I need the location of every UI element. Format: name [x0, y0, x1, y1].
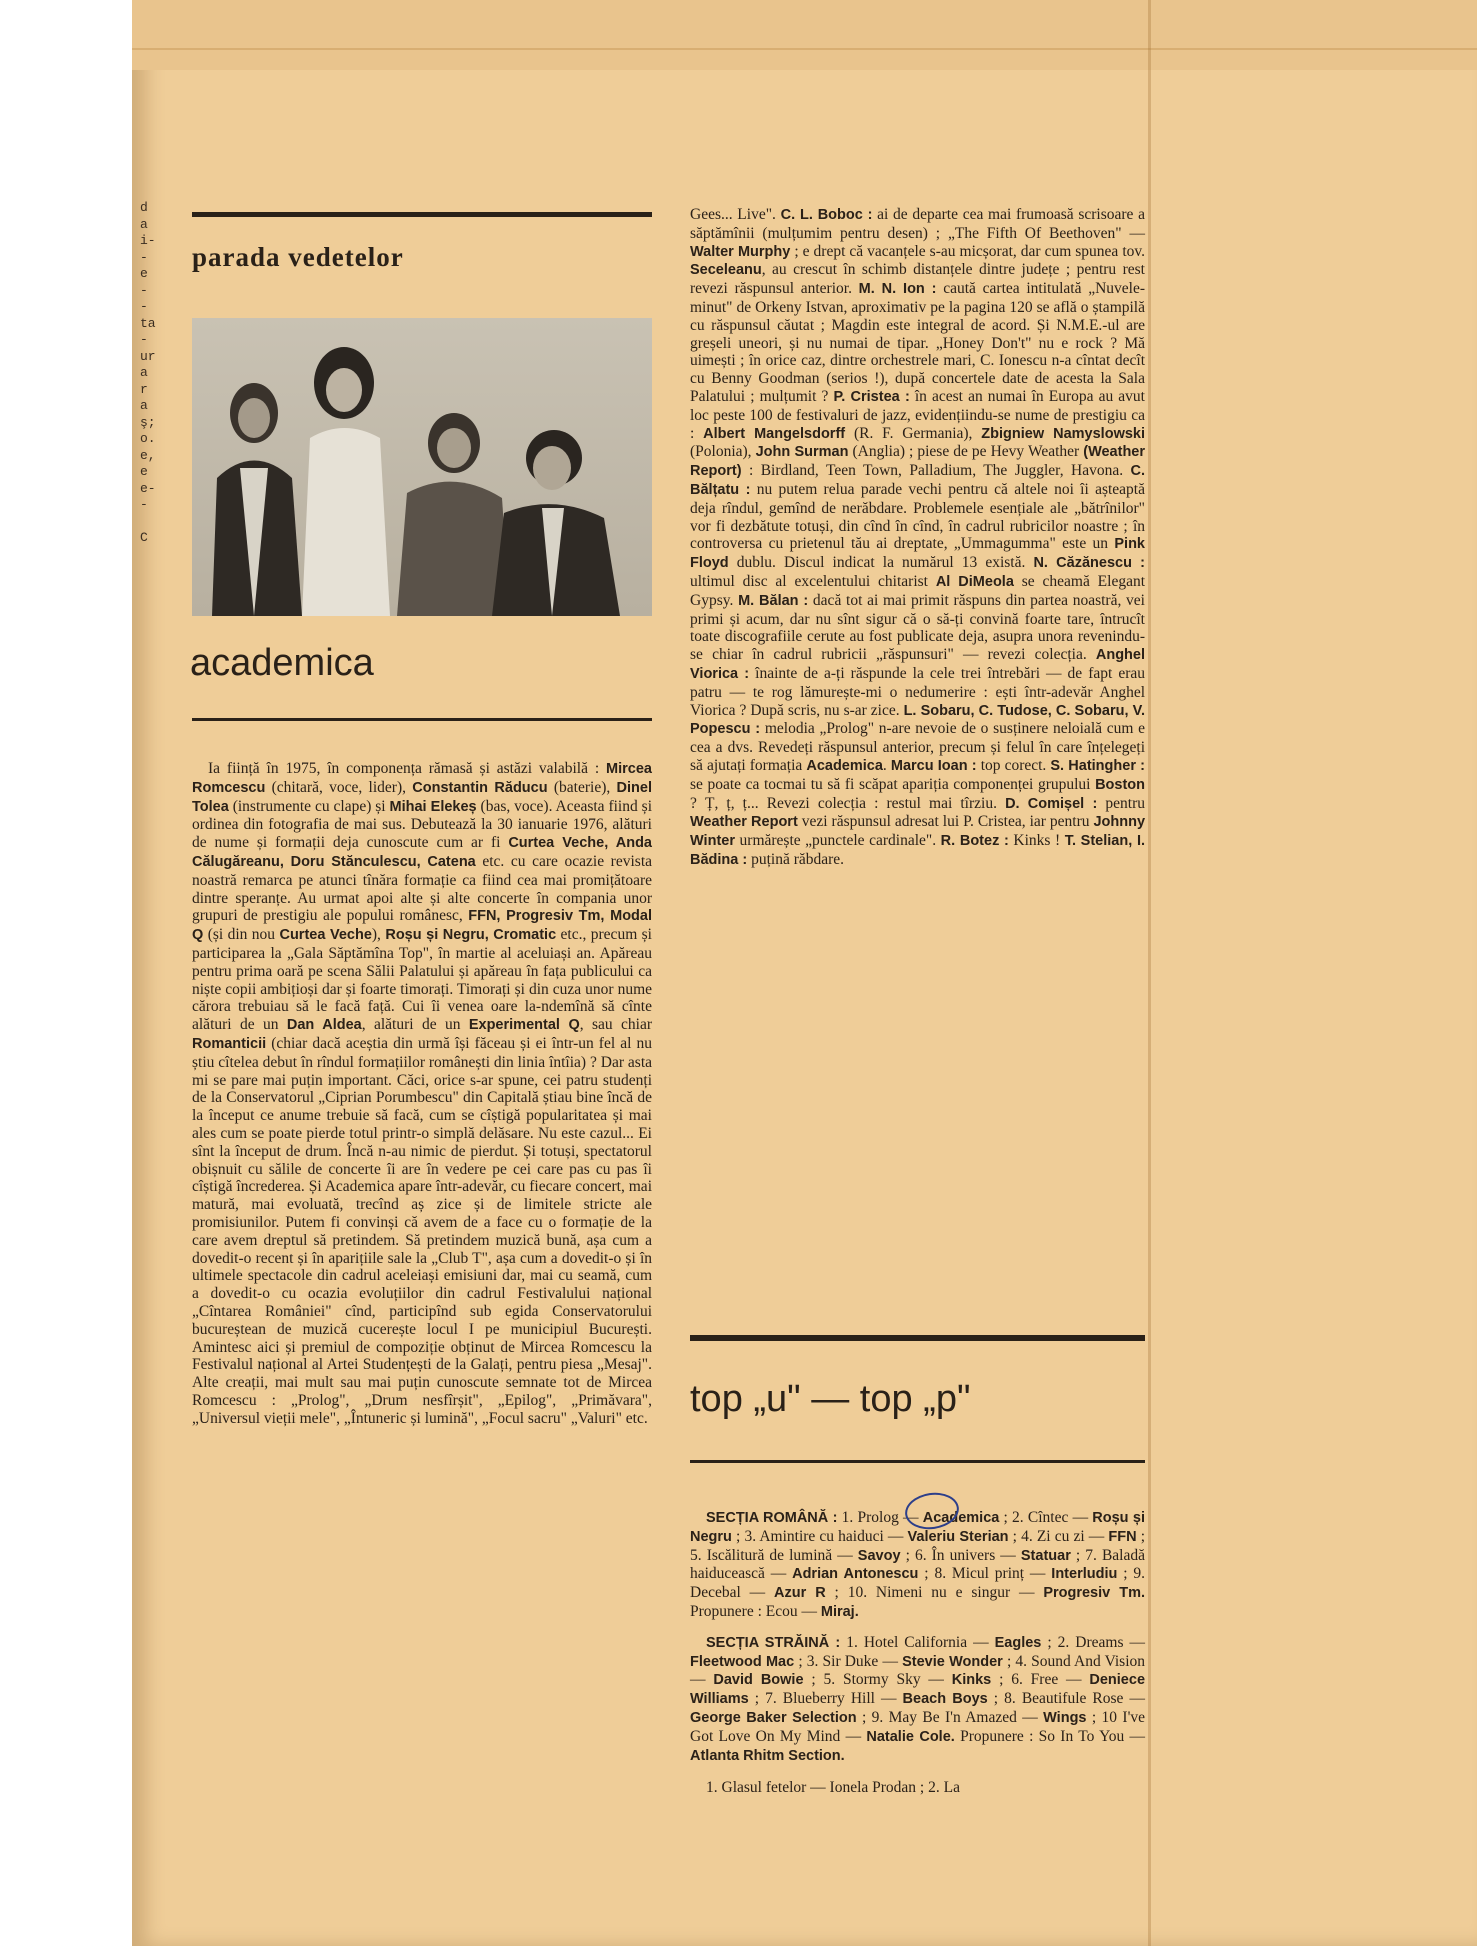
text-run: caută cartea intitulată „Nuvele-minut" de Orkeny Istvan, aproximativ pe la pagina 120 se află o ștampilă cu răspunsul căutat ; Magdin este integral de acord. Și N.M.E.-ul are greșeli uneori, și nu numai de tipar. „Honey Don't" nu e rock ? Mă uimești ; în orice caz, dintre orchestrele mari, C. Ionescu n-a cîntat decît cu Benny Goodman (serios !), după concertele date de acesta la Sala Palatului ; mulțumit ?	[690, 280, 1145, 405]
text-run: ; 10. Nimeni nu e singur —	[825, 1584, 1044, 1602]
highlighted-name: C. Bălțatu :	[690, 463, 1145, 498]
text-run: se cheamă Elegant Gypsy.	[690, 572, 1146, 609]
edge-char: e,	[140, 447, 156, 463]
edge-char: -	[140, 249, 148, 265]
highlighted-name: Mircea Romcescu	[192, 761, 652, 796]
highlighted-name: Curtea Veche, Anda Călugăreanu, Doru Stănculescu, Catena	[192, 835, 652, 870]
edge-char	[140, 563, 158, 580]
text-run: puțină răbdare.	[747, 850, 845, 868]
text-run: ; e drept că vacanțele s-au micșorat, dar cum spunea tov.	[790, 242, 1145, 260]
highlighted-name: Zbigniew Namyslowski	[981, 425, 1146, 442]
top-title-rule	[690, 1460, 1145, 1463]
text-run: ; 5. Stormy Sky —	[803, 1671, 952, 1689]
highlighted-name: D. Comișel :	[1005, 795, 1098, 812]
edge-char: e	[140, 266, 148, 281]
highlighted-name: Walter Murphy	[690, 243, 791, 260]
highlighted-name: Eagles	[994, 1634, 1042, 1651]
highlighted-name: S. Hatingher :	[1050, 757, 1146, 774]
text-run: ; 9. May Be I'n Amazed —	[856, 1708, 1044, 1726]
highlighted-name: Seceleanu	[690, 262, 762, 279]
text-run: etc., precum și participarea la „Gala Săptămîna Top", în martie al aceluiași an. Apăreau pentru prima oară pe scena Sălii Palatului și apăreau în fața publicului ca niște copii ambițioși dar și foarte timorați. Timorați și din cuza unor nume cărora trebuiau să le facă față. Cui îi venea oare la-ndemînă să cînte alături de un	[192, 926, 652, 1034]
highlighted-name: Curtea Veche	[279, 927, 372, 944]
text-run: ; 10 I've Got Love On My Mind —	[690, 1708, 1146, 1745]
highlighted-name: P. Cristea :	[833, 388, 910, 405]
text-run: Propunere : So In To You —	[954, 1727, 1145, 1745]
text-run: ; 7. Baladă haiducească —	[690, 1546, 1145, 1583]
text-run: ; 6. Free —	[991, 1671, 1090, 1689]
edge-char: e	[140, 464, 148, 479]
edge-char: -	[140, 497, 148, 512]
text-run: pentru	[1097, 794, 1145, 812]
highlighted-name: C. L. Boboc :	[780, 207, 873, 223]
highlighted-name: Adrian Antonescu	[792, 1566, 919, 1583]
text-run: .	[882, 756, 891, 774]
text-run: Kinks !	[1008, 832, 1065, 850]
edge-char: a	[140, 398, 148, 413]
highlighted-name: Beach Boys	[902, 1691, 988, 1708]
text-run: (și din nou	[203, 926, 280, 944]
text-run: etc. cu care ocazie revista noastră remarca pe atunci tînăra formație ca fiind cea mai promițătoare dintre speranțe. Au urmat apoi alte și alte concerte în compania unor grupuri de prestigiu ale popului românesc,	[192, 852, 652, 925]
top-section-title: top „u" — top „p"	[690, 1378, 971, 1420]
highlighted-name: M. N. Ion :	[858, 281, 937, 298]
highlighted-name: Progresiv Tm.	[1043, 1585, 1145, 1602]
highlighted-name: FFN, Progresiv Tm, Modal Q	[192, 908, 653, 944]
text-run: ; 4. Zi cu zi —	[1008, 1527, 1109, 1545]
text-run: dublu. Discul indicat la numărul 13 există.	[728, 554, 1034, 572]
text-run: înainte de a-ți răspunde la cele trei întrebări — de fapt erau patru — te rog lămurește-mi o nedumerire : ești într-adevăr Anghel Viorica ? După scris, nu s-ar zice.	[690, 664, 1145, 719]
text-run: se poate ca tocmai tu să fi scăpat apariția componenței grupului	[690, 775, 1096, 793]
highlighted-name: T. Stelian, I. Bădina :	[690, 833, 1146, 868]
highlighted-name: Weather Report	[690, 814, 798, 831]
text-run: vezi răspunsul adresat lui P. Cristea, iar pentru	[797, 813, 1094, 831]
text-run: dacă tot ai mai primit răspuns din partea noastră, vei primi și acum, dar nu sînt sigur că o să-ți convină foarte tare, întrucît toate discografiile cerute au fost publicate deja, asupra unora revenindu-se chiar în cadrul rubricii „răspunsuri" — revezi colecția.	[690, 591, 1145, 664]
text-run: , alături de un	[361, 1016, 469, 1034]
edge-char: i-	[140, 233, 156, 248]
highlighted-name: John Surman	[755, 444, 849, 461]
highlighted-name: Valeriu Sterian	[907, 1528, 1009, 1545]
text-run: ai de departe cea mai frumoasă scrisoare a săptămînii (mulțumim pentru desen) ; „The Fifth Of Beethoven" —	[690, 206, 1145, 242]
band-name-rule	[192, 718, 652, 721]
highlighted-name: Stevie Wonder	[902, 1653, 1003, 1670]
edge-char: -	[140, 332, 148, 347]
highlighted-name: R. Botez :	[940, 833, 1009, 850]
text-run: Propunere : Ecou —	[690, 1602, 821, 1620]
highlighted-name: Azur R	[773, 1585, 826, 1602]
text-run: 1. Hotel California —	[840, 1633, 995, 1651]
top-section-rule	[690, 1335, 1145, 1341]
highlighted-name: Marcu Ioan :	[890, 757, 977, 774]
text-run: (baterie),	[547, 778, 617, 796]
edge-char	[140, 613, 158, 621]
edge-char: ur	[140, 348, 156, 364]
highlighted-name: Al DiMeola	[935, 573, 1014, 590]
top-foreign-list	[690, 1634, 1145, 1766]
edge-char: -	[140, 299, 148, 314]
text-run: ; 4. Sound And Vision —	[690, 1652, 1145, 1689]
text-run: Ia ființă în 1975, în componența rămasă și astăzi valabilă :	[208, 760, 607, 777]
text-run: (chiar dacă aceștia din urmă își făceau și ei într-un fel al nu știu cîtelea debut în rîndul formațiilor românești din linia întîia) ? Dar asta mi se pare mai puțin important. Căci, orice s-ar spune, cei patru studenți de la Conservatorul „Ciprian Porumbescu" din Capitală știau bine încă de la început ce anume trebuie să facă, cum se cîștigă popularitatea și mai ales cum se poate pierde totul printr-o simplă delăsare. Nu este cazul... Ei sînt la început de drum. Încă n-au nimic de pierdut. Și totuși, spectatorul obișnuit cu sălile de concerte îi are în vedere pe cei care pas cu pas îi cîștigă încrederea. Și Academica apare într-adevăr, cu fiecare concert, mai matură, mai evoluată, trecînd aș zice și de limitele stricte ale promisiunilor. Putem fi convinși că avem de a face cu o formație de la care avem dreptul să pretindem. Să pretindem muzică bună, așa cum a dovedit-o recent și în aparițiile sale la „Club T", așa cum a dovedit-o și în ultimele spectacole din cadrul aceleiași emisiuni dar, mai cu seamă, cum a dovedit-o cu ocazia evoluțiilor din cadrul Festivalului național „Cîntarea României" cînd, participînd sub egida Conservatorului bucureștean de muzică cucerește locul I pe municipiul București. Amintesc aici și premiul de compoziție obținut de Mircea Romcescu la Festivalul național al Artei Studențești de la Galați, pentru piesa „Mesaj". Alte creații, mai mult sau mai puțin cunoscute semnate tot de Mircea Romcescu : „Prolog", „Drum nesfîrșit", „Epilog", „Primăvara", „Universul vieții mele", „Întuneric și lumină", „Focul sacru" „Valuri" etc.	[192, 1034, 652, 1427]
edge-char: o.	[140, 431, 156, 446]
text-run: ultimul disc al excelentului chitarist	[690, 572, 936, 590]
highlighted-name: N. Căzănescu :	[1033, 555, 1145, 572]
edge-char: r	[140, 381, 148, 397]
highlighted-name: SECȚIA ROMÂNĂ :	[706, 1510, 838, 1526]
band-photo	[192, 318, 652, 616]
text-run: ; 9. Decebal —	[690, 1565, 1146, 1602]
highlighted-name: Deniece Williams	[690, 1672, 1146, 1708]
highlighted-name: Dinel Tolea	[192, 779, 652, 815]
text-run: ; 6. În univers —	[900, 1546, 1021, 1564]
highlighted-name: Academica	[922, 1510, 1000, 1526]
band-name-heading: academica	[190, 642, 374, 684]
text-run: (R. F. Germania),	[845, 424, 982, 442]
text-run: (chitară, voce, lider),	[265, 778, 413, 796]
edge-char: d	[140, 200, 148, 215]
page-fold-band	[132, 0, 1477, 70]
text-run: în acest an numai în Europa au avut loc peste 100 de festivaluri de jazz, evidențiindu-se nume de prestigiu ca :	[690, 387, 1145, 442]
highlighted-name: FFN	[1108, 1528, 1137, 1545]
highlighted-name: Roșu și Negru, Cromatic	[385, 927, 557, 944]
band-photo-image	[192, 318, 652, 616]
text-run: nu putem relua parade vechi pentru că altele noi îi așteaptă deja rîndul, gemînd de nerăbdare. Problemele esențiale ale „bătrînilor" vor fi dezbătute totuși, din cînd în cînd, în cadrul rubricilor noastre ; în controversa cu prietenul tău ai dreptate, „Ummagumma" este un	[690, 480, 1145, 553]
text-run: : Birdland, Teen Town, Palladium, The Juggler, Havona.	[741, 462, 1131, 480]
text-run: (bas, voce). Aceasta fiind și ordinea din fotografia de mai sus. Debutează la 30 ianuarie 1976, alături de nume și formații deja cunoscute cum ar fi	[192, 797, 652, 852]
edge-char: ta	[140, 315, 156, 331]
text-run: (Polonia),	[690, 443, 756, 461]
edge-char: a	[140, 216, 148, 232]
highlighted-name: Experimental Q	[468, 1017, 580, 1034]
text-run: (instrumente cu clape) și	[228, 797, 390, 815]
edge-char	[140, 514, 158, 531]
text-run: top corect.	[976, 756, 1051, 774]
edge-char: C	[140, 530, 148, 545]
highlighted-name: Pink Floyd	[690, 536, 1145, 572]
highlighted-name: Atlanta Rhitm Section.	[690, 1747, 845, 1764]
text-run: Gees... Live".	[690, 206, 781, 223]
highlighted-name: Anghel Viorica :	[690, 647, 1145, 682]
text-run: melodia „Prolog" n-are nevoie de o susținere neloială cum e cea a dvs. Revedeți răspunsul anterior, precum și felul în care înțelegeți să ajutați formația	[690, 720, 1145, 774]
edge-char: e-	[140, 480, 156, 496]
text-run: (Anglia) ; piese de pe Hevy Weather	[848, 443, 1084, 461]
highlighted-name: Fleetwood Mac	[690, 1653, 795, 1670]
text-run: , sau chiar	[579, 1016, 652, 1034]
edge-char	[140, 547, 158, 564]
highlighted-name: Savoy	[857, 1547, 901, 1564]
highlighted-name: Mihai Elekeș	[389, 798, 477, 815]
fold-line	[132, 48, 1477, 50]
highlighted-name: Dan Aldea	[286, 1017, 362, 1034]
highlighted-name: Johnny Winter	[690, 814, 1146, 850]
highlighted-name: Romanticii	[192, 1035, 267, 1052]
edge-char	[140, 580, 158, 597]
highlighted-name: SECȚIA STRĂINĂ :	[706, 1634, 841, 1651]
text-run: ; 3. Amintire cu haiduci —	[731, 1527, 908, 1545]
top-lists	[690, 1509, 1145, 1797]
highlighted-name: George Baker Selection	[690, 1709, 857, 1726]
text-run: ; 5. Iscălitură de lumină —	[690, 1527, 1146, 1564]
edge-char: a	[140, 365, 148, 380]
highlighted-name: David Bowie	[713, 1672, 804, 1689]
text-run: ; 2. Dreams —	[1041, 1633, 1146, 1651]
cut-off-line: 1. Glasul fetelor — Ionela Prodan ; 2. La	[706, 1779, 960, 1797]
edge-char: ş;	[140, 414, 156, 430]
section-title: parada vedetelor	[192, 242, 404, 272]
text-run: ; 7. Blueberry Hill —	[748, 1690, 903, 1708]
highlighted-name: Roșu și Negru	[690, 1510, 1145, 1545]
highlighted-name: Constantin Răducu	[412, 779, 548, 796]
page-crease	[1148, 0, 1151, 1946]
highlighted-name: Statuar	[1020, 1547, 1071, 1564]
text-run: ; 3. Sir Duke —	[794, 1652, 903, 1670]
article-body	[192, 760, 652, 1427]
text-run: urmărește „punctele cardinale".	[734, 832, 941, 850]
text-run: , au crescut în schimb distanțele dintre județe ; pentru rest revezi răspunsul anterior.	[690, 261, 1145, 298]
highlighted-name: M. Bălan :	[738, 592, 809, 609]
highlighted-name: Albert Mangelsdorff	[703, 425, 846, 442]
highlighted-name: Natalie Cole.	[866, 1728, 955, 1745]
text-run: ; 2. Cîntec —	[999, 1509, 1093, 1526]
cut-off-column-edge	[140, 200, 158, 620]
text-run: 1. Prolog —	[837, 1509, 923, 1526]
highlighted-name: Kinks	[951, 1672, 992, 1689]
text-run: ? Ț, ț, ț... Revezi colecția : restul mai tîrziu.	[690, 794, 1006, 812]
highlighted-name: Academica	[806, 757, 883, 774]
highlighted-name: L. Sobaru, C. Tudose, C. Sobaru, V. Popescu :	[690, 702, 1145, 738]
highlighted-name: Wings	[1043, 1709, 1087, 1726]
highlighted-name: Miraj.	[820, 1603, 859, 1620]
text-run: ; 8. Micul prinț —	[918, 1565, 1052, 1583]
text-run: ),	[371, 926, 386, 944]
highlighted-name: (Weather Report)	[690, 444, 1146, 480]
highlighted-name: Boston	[1095, 776, 1145, 793]
edge-char: -	[140, 282, 148, 298]
highlighted-name: Interludiu	[1051, 1566, 1118, 1583]
edge-char	[140, 596, 158, 613]
text-run: ; 8. Beautifule Rose —	[987, 1690, 1145, 1708]
readers-replies	[690, 206, 1145, 870]
top-rule-col1	[192, 212, 652, 217]
